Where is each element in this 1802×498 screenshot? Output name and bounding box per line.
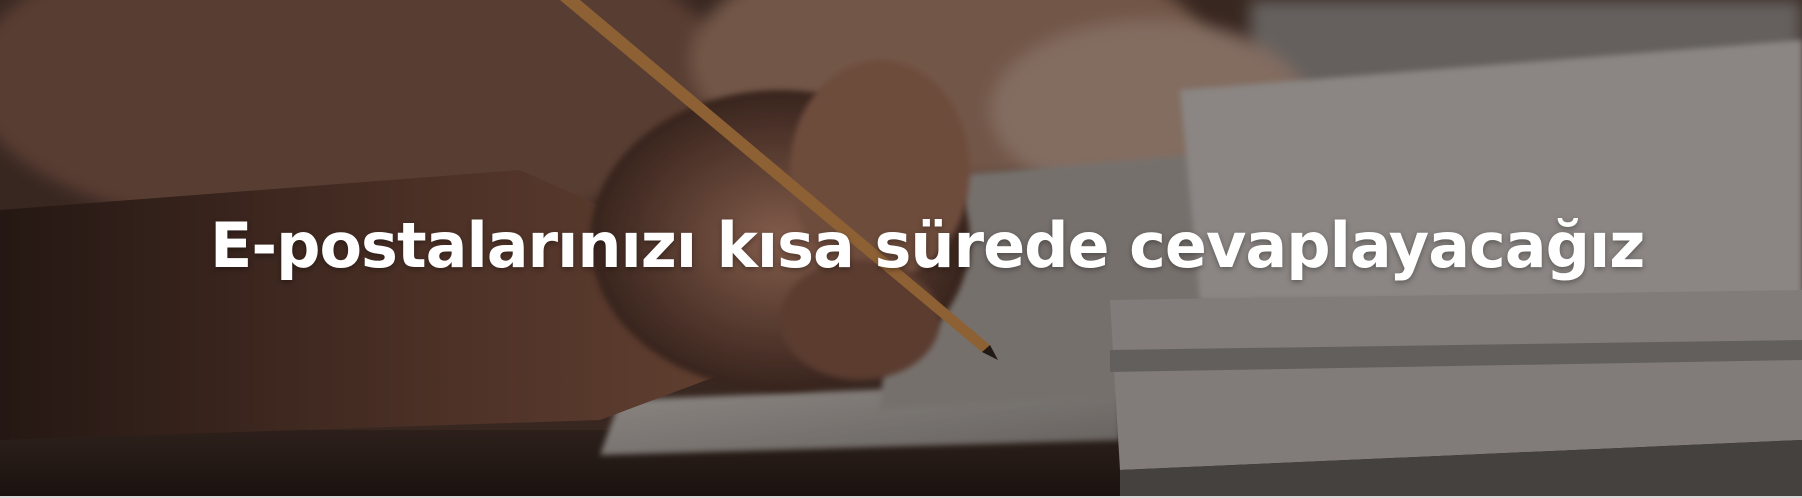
hero-headline: E-postalarınızı kısa sürede cevaplayacağız bbox=[210, 209, 1645, 282]
